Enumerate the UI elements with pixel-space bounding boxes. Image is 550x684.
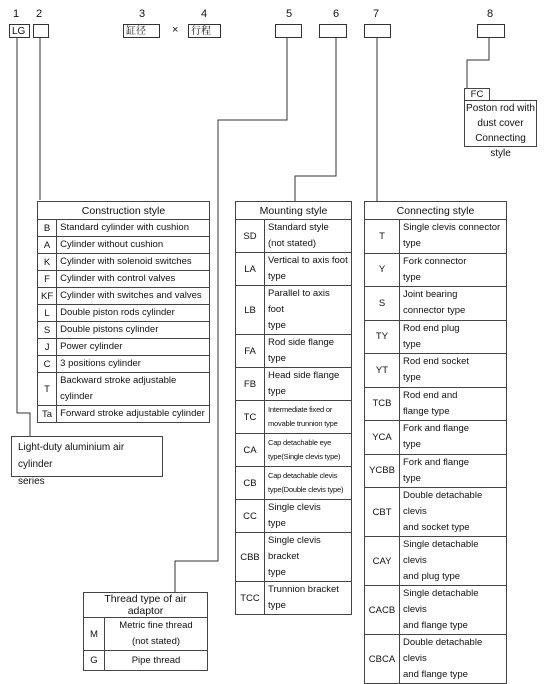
mounting-code: TC — [236, 401, 265, 434]
mounting-desc-line1: Head side flange — [268, 370, 340, 381]
connecting-desc-line1: Rod end plug — [403, 322, 460, 334]
mounting-row — [236, 220, 352, 253]
connecting-row — [365, 354, 507, 388]
connecting-style-title: Connecting style — [365, 202, 507, 220]
connecting-row — [365, 287, 507, 321]
connecting-desc-line1: Single clevis connector — [403, 222, 501, 234]
construction-desc: Cylinder with solenoid switches — [57, 254, 210, 271]
mounting-desc — [265, 500, 352, 533]
thread-desc-line1: Pipe thread — [131, 654, 181, 666]
fc-line: dust cover — [477, 118, 524, 129]
mounting-row — [236, 467, 352, 500]
mounting-code: SD — [236, 220, 265, 253]
connecting-desc-line1: Rod end socket — [403, 356, 470, 368]
connecting-desc-line2: type — [403, 439, 421, 451]
connecting-desc-line1: Rod end and — [403, 389, 458, 401]
mounting-desc-line2: (not stated) — [268, 238, 317, 249]
construction-code: S — [38, 322, 57, 339]
connecting-code: YT — [365, 354, 400, 388]
mounting-row — [236, 335, 352, 368]
mounting-desc — [265, 533, 352, 582]
mounting-desc — [265, 434, 352, 467]
connecting-row — [365, 220, 507, 254]
connecting-row — [365, 454, 507, 488]
fc-line: Poston rod with — [466, 103, 535, 114]
connecting-desc-line2: type — [403, 238, 421, 250]
connecting-row — [365, 320, 507, 354]
connecting-code: S — [365, 287, 400, 321]
mounting-row — [236, 434, 352, 467]
construction-row — [38, 406, 210, 423]
position-number-7: 7 — [372, 8, 380, 20]
position-number-1: 1 — [12, 8, 20, 20]
connecting-desc — [400, 454, 507, 488]
fc-description — [464, 100, 537, 159]
mounting-desc-line2: type — [268, 386, 286, 397]
connecting-desc-line2: and plug type — [403, 571, 461, 582]
connecting-desc — [400, 320, 507, 354]
position-box-3: 缸径 — [123, 24, 160, 38]
mounting-desc-line2: type — [268, 353, 286, 364]
mounting-desc-line1: Single clevis bracket — [268, 535, 321, 562]
thread-type-title: Thread type of air adaptor — [84, 593, 208, 618]
construction-desc: Cylinder with control valves — [57, 271, 210, 288]
connecting-code: CBT — [365, 488, 400, 537]
connecting-desc-line1: Single detachable clevis — [403, 588, 479, 615]
connecting-desc-line1: Fork connector — [403, 255, 467, 267]
construction-row — [38, 339, 210, 356]
position-box-8 — [477, 24, 505, 38]
thread-desc-line2: (not stated) — [131, 636, 181, 647]
mounting-desc-line1: Single clevis — [268, 502, 321, 513]
construction-desc: Double pistons cylinder — [57, 322, 210, 339]
connecting-desc-line1: Fork and flange — [403, 423, 470, 435]
construction-code: Ta — [38, 406, 57, 423]
series-note — [11, 436, 163, 487]
line-pos1 — [17, 38, 30, 436]
position-number-6: 6 — [332, 8, 340, 20]
connecting-code: CBCA — [365, 635, 400, 684]
construction-style-title: Construction style — [38, 202, 210, 220]
construction-code: A — [38, 237, 57, 254]
mounting-desc-line2: type(Double clevis type) — [268, 485, 344, 494]
connecting-code: YCBB — [365, 454, 400, 488]
construction-row — [38, 288, 210, 305]
mounting-code: FA — [236, 335, 265, 368]
connecting-desc-line1: Fork and flange — [403, 456, 470, 468]
mounting-desc — [265, 220, 352, 253]
connecting-row — [365, 387, 507, 421]
connecting-desc — [400, 287, 507, 321]
connecting-code: TCB — [365, 387, 400, 421]
thread-code: M — [84, 618, 105, 651]
connecting-desc — [400, 537, 507, 586]
construction-code: K — [38, 254, 57, 271]
construction-desc: Standard cylinder with cushion — [57, 220, 210, 237]
thread-code: G — [84, 651, 105, 671]
construction-code: L — [38, 305, 57, 322]
mounting-desc-line1: Parallel to axis foot — [268, 288, 330, 315]
construction-desc: Forward stroke adjustable cylinder — [57, 406, 210, 423]
mounting-row — [236, 533, 352, 582]
mounting-row — [236, 253, 352, 286]
mounting-row — [236, 286, 352, 335]
mounting-row — [236, 401, 352, 434]
connecting-desc-line2: type — [403, 338, 421, 350]
connecting-row — [365, 488, 507, 537]
connecting-desc-line2: and flange type — [403, 620, 468, 631]
connecting-desc — [400, 586, 507, 635]
thread-desc — [105, 618, 208, 651]
connecting-desc — [400, 488, 507, 537]
connecting-row — [365, 253, 507, 287]
mounting-desc — [265, 335, 352, 368]
connecting-row — [365, 586, 507, 635]
construction-row — [38, 220, 210, 237]
mounting-desc-line1: Rod side flange — [268, 337, 335, 348]
construction-code: B — [38, 220, 57, 237]
construction-desc: Backward stroke adjustable cylinder — [57, 373, 210, 406]
mounting-desc — [265, 401, 352, 434]
mounting-desc-line1: Cap detachable clevis — [268, 471, 338, 480]
mounting-code: LB — [236, 286, 265, 335]
connecting-desc-line2: and flange type — [403, 669, 468, 680]
construction-row — [38, 373, 210, 406]
construction-desc: 3 positions cylinder — [57, 356, 210, 373]
construction-row — [38, 237, 210, 254]
construction-row — [38, 305, 210, 322]
position-box-5 — [275, 24, 302, 38]
construction-code: T — [38, 373, 57, 406]
connecting-desc-line2: type — [403, 372, 421, 384]
construction-row — [38, 356, 210, 373]
construction-desc: Power cylinder — [57, 339, 210, 356]
connecting-desc-line1: Single detachable clevis — [403, 539, 479, 566]
mounting-style-title: Mounting style — [236, 202, 352, 220]
construction-desc: Cylinder with switches and valves — [57, 288, 210, 305]
connecting-desc — [400, 354, 507, 388]
connecting-code: YCA — [365, 421, 400, 455]
mounting-desc — [265, 253, 352, 286]
thread-row — [84, 651, 208, 671]
mounting-desc-line1: Vertical to axis foot — [268, 255, 348, 266]
mounting-desc-line2: type — [268, 567, 286, 578]
series-note-line: Light-duty aluminium air cylinder — [18, 442, 125, 470]
mounting-desc — [265, 582, 352, 615]
construction-code: KF — [38, 288, 57, 305]
connecting-desc-line1: Double detachable clevis — [403, 637, 483, 664]
connecting-desc-line1: Double detachable clevis — [403, 490, 483, 517]
construction-code: C — [38, 356, 57, 373]
construction-desc: Double piston rods cylinder — [57, 305, 210, 322]
fc-code: FC — [464, 88, 490, 101]
mounting-desc-line2: movable trunnion type — [268, 419, 338, 428]
connecting-desc — [400, 220, 507, 254]
mounting-desc-line2: type — [268, 518, 286, 529]
position-box-6 — [319, 24, 347, 38]
connecting-code: T — [365, 220, 400, 254]
position-number-8: 8 — [486, 8, 494, 20]
mounting-desc-line2: type — [268, 271, 286, 282]
connecting-desc-line2: type — [403, 472, 421, 484]
mounting-desc — [265, 467, 352, 500]
connecting-desc-line2: connector type — [403, 305, 466, 317]
thread-desc — [105, 651, 208, 671]
position-box-2 — [33, 24, 49, 38]
mounting-row — [236, 500, 352, 533]
mounting-desc-line2: type — [268, 600, 286, 611]
connecting-row — [365, 421, 507, 455]
position-number-4: 4 — [200, 8, 208, 20]
line-pos8 — [467, 38, 489, 88]
connecting-code: CACB — [365, 586, 400, 635]
connecting-row — [365, 537, 507, 586]
connecting-row — [365, 635, 507, 684]
fc-line: Connecting style — [475, 133, 526, 159]
mounting-desc-line1: Intermediate fixed or — [268, 405, 333, 414]
construction-style-table — [37, 201, 210, 423]
mounting-desc-line1: Standard style — [268, 222, 329, 233]
connecting-style-table — [364, 201, 507, 684]
mounting-desc-line1: Cap detachable eye — [268, 438, 332, 447]
series-note-line: series — [18, 476, 45, 487]
construction-code: F — [38, 271, 57, 288]
connecting-code: Y — [365, 253, 400, 287]
mounting-code: CBB — [236, 533, 265, 582]
mounting-row — [236, 368, 352, 401]
mounting-desc-line2: type(Single clevis type) — [268, 452, 341, 461]
connecting-desc — [400, 387, 507, 421]
connecting-desc — [400, 253, 507, 287]
times-separator: × — [172, 24, 179, 36]
position-number-2: 2 — [35, 8, 43, 20]
thread-row — [84, 618, 208, 651]
construction-row — [38, 322, 210, 339]
mounting-row — [236, 582, 352, 615]
position-box-4: 行程 — [188, 24, 221, 38]
construction-row — [38, 271, 210, 288]
connecting-desc-line2: flange type — [403, 405, 450, 417]
line-pos6 — [295, 38, 336, 201]
position-number-3: 3 — [138, 8, 146, 20]
position-number-5: 5 — [285, 8, 293, 20]
position-box-7 — [364, 24, 391, 38]
mounting-code: CA — [236, 434, 265, 467]
mounting-code: CB — [236, 467, 265, 500]
thread-desc-line1: Metric fine thread — [119, 620, 193, 631]
connecting-desc-line1: Joint bearing — [403, 289, 458, 301]
construction-row — [38, 254, 210, 271]
connecting-code: TY — [365, 320, 400, 354]
construction-code: J — [38, 339, 57, 356]
mounting-code: FB — [236, 368, 265, 401]
connecting-desc-line2: and socket type — [403, 522, 470, 533]
mounting-desc-line1: Trunnion bracket — [268, 584, 339, 595]
connecting-code: CAY — [365, 537, 400, 586]
mounting-code: TCC — [236, 582, 265, 615]
thread-type-table — [83, 592, 208, 671]
connecting-desc — [400, 635, 507, 684]
position-box-1: LG — [9, 24, 30, 38]
mounting-desc — [265, 368, 352, 401]
mounting-style-table — [235, 201, 352, 615]
construction-desc: Cylinder without cushion — [57, 237, 210, 254]
mounting-desc-line2: type — [268, 320, 286, 331]
mounting-desc — [265, 286, 352, 335]
connecting-desc-line2: type — [403, 271, 421, 283]
mounting-code: CC — [236, 500, 265, 533]
connecting-desc — [400, 421, 507, 455]
mounting-code: LA — [236, 253, 265, 286]
